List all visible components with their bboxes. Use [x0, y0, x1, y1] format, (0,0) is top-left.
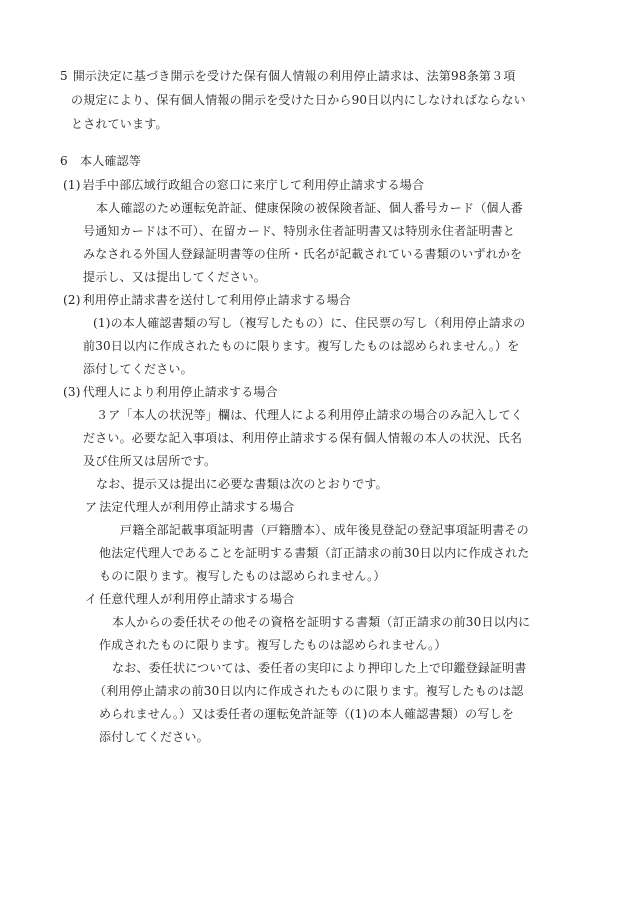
- sub-a-line-2: 他法定代理人であることを証明する書類（訂正請求の前30日以内に作成された: [99, 546, 530, 560]
- sub-a-heading: [85, 499, 294, 515]
- sub-i-label: イ: [85, 592, 98, 606]
- item-1-label: (1): [63, 178, 81, 192]
- sub-a-label: ア: [85, 500, 98, 514]
- section-5-line-3: とされています。: [71, 117, 168, 131]
- item-3-title: 代理人により利用停止請求する場合: [82, 385, 278, 399]
- section-6-heading: 6 本人確認等: [60, 154, 142, 168]
- item-3-heading: [63, 384, 278, 400]
- sub-i-heading: [85, 591, 294, 607]
- item-2-line-1: (1)の本人確認書類の写し（複写したもの）に、住民票の写し（利用停止請求の: [93, 316, 526, 330]
- item-3-label: (3): [63, 385, 81, 399]
- section-5-line-2: の規定により、保有個人情報の開示を受けた日から90日以内にしなければならない: [71, 93, 526, 107]
- item-2-heading: [63, 292, 351, 308]
- item-3-line-2: ださい。必要な記入事項は、利用停止請求する保有個人情報の本人の状況、氏名: [83, 431, 523, 445]
- item-3-line-4: なお、提示又は提出に必要な書類は次のとおりです。: [96, 477, 388, 491]
- item-3-line-3: 及び住所又は居所です。: [83, 454, 217, 468]
- sub-i-line-1: 本人からの委任状その他その資格を証明する書類（訂正請求の前30日以内に: [112, 615, 531, 629]
- sub-i-title: 任意代理人が利用停止請求する場合: [99, 592, 295, 606]
- item-1-line-1: 本人確認のため運転免許証、健康保険の被保険者証、個人番号カード（個人番: [96, 201, 524, 215]
- sub-i-line-2: 作成されたものに限ります。複写したものは認められません。）: [99, 638, 447, 652]
- sub-i-line-6: 添付してください。: [99, 730, 209, 744]
- sub-a-line-3: ものに限ります。複写したものは認められません。）: [99, 569, 386, 583]
- item-1-heading: [63, 177, 424, 193]
- sub-i-line-4: （利用停止請求の前30日以内に作成されたものに限ります。複写したものは認: [94, 684, 524, 698]
- item-2-line-2: 前30日以内に作成されたものに限ります。複写したものは認められません。）を: [83, 339, 520, 353]
- item-1-title: 岩手中部広域行政組合の窓口に来庁して利用停止請求する場合: [82, 178, 425, 192]
- item-2-label: (2): [63, 293, 81, 307]
- sub-i-line-3: なお、委任状については、委任者の実印により押印した上で印鑑登録証明書: [112, 661, 527, 675]
- item-1-line-3: みなされる外国人登録証明書等の住所・氏名が記載されている書類のいずれかを: [83, 247, 523, 261]
- item-2-line-3: 添付してください。: [83, 362, 193, 376]
- item-2-title: 利用停止請求書を送付して利用停止請求する場合: [82, 293, 352, 307]
- item-3-line-1: ３ア「本人の状況等」欄は、代理人による利用停止請求の場合のみ記入してく: [96, 408, 524, 422]
- section-5-line-1: 5 開示決定に基づき開示を受けた保有個人情報の利用停止請求は、法第98条第３項: [60, 69, 516, 83]
- sub-i-line-5: められません。）又は委任者の運転免許証等（(1)の本人確認書類）の写しを: [99, 707, 514, 721]
- sub-a-title: 法定代理人が利用停止請求する場合: [99, 500, 295, 514]
- item-1-line-4: 提示し、又は提出してください。: [83, 270, 267, 284]
- sub-a-line-1: 戸籍全部記載事項証明書（戸籍謄本）、成年後見登記の登記事項証明書その: [120, 523, 529, 537]
- item-1-line-2: 号通知カードは不可）、在留カード、特別永住者証明書又は特別永住者証明書と: [83, 224, 516, 238]
- section-5-number: 5: [60, 69, 68, 83]
